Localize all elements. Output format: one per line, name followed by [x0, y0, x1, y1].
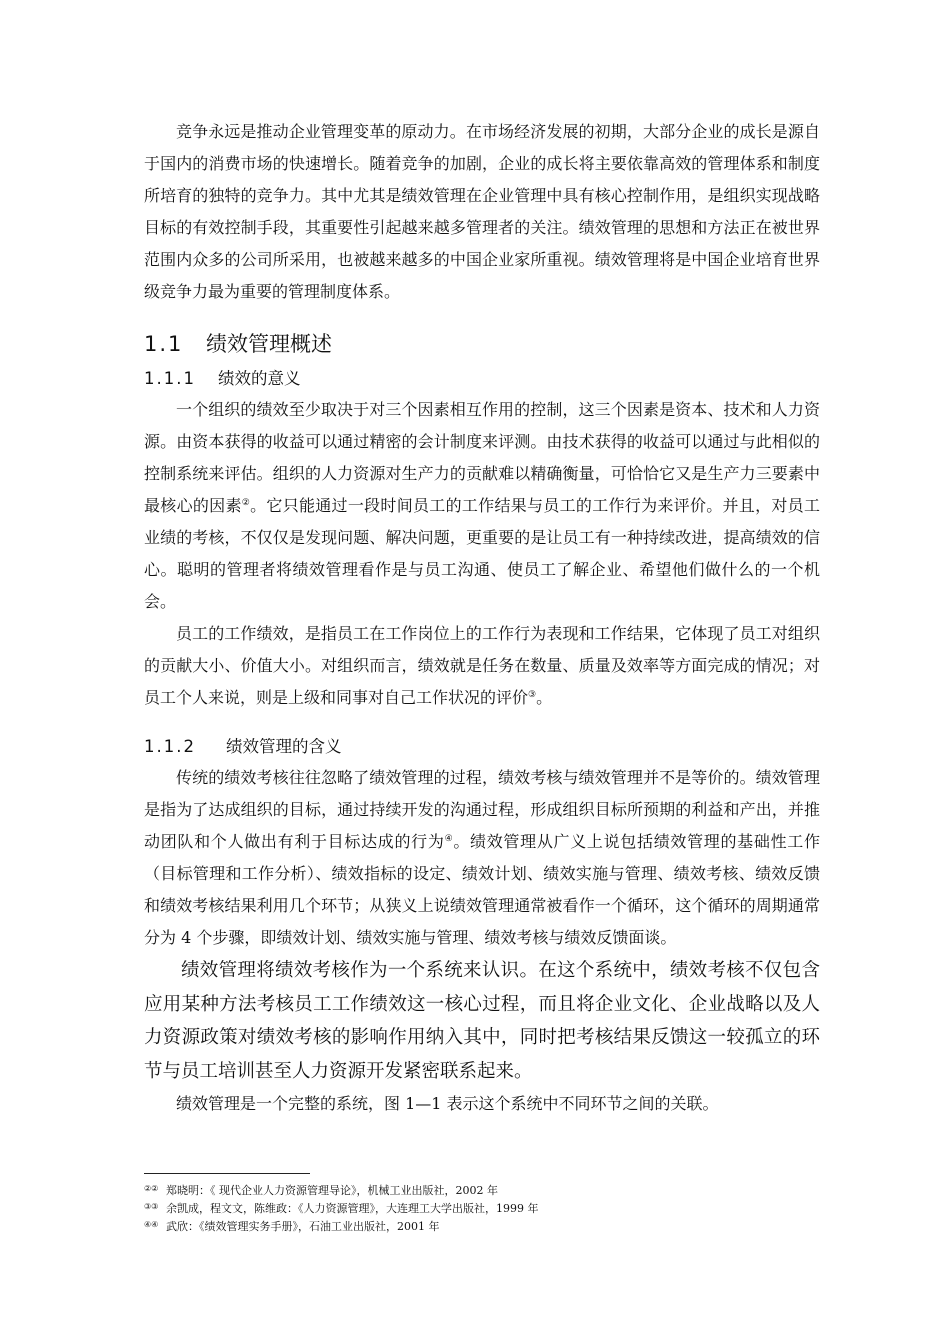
section-title: 绩效管理概述 [206, 332, 332, 356]
subsection-title: 绩效的意义 [218, 369, 301, 388]
footnote-ref[interactable]: ④ [444, 834, 454, 844]
paragraph-text: 员工的工作绩效，是指员工在工作岗位上的工作行为表现和工作结果，它体现了员工对组织的贡献大小、价值大小。对组织而言，绩效就是任务在数量、质量及效率等方面完成的情况；对员工个人来说，则是上级和同事对自己工作状况的评价 [144, 624, 820, 707]
footnote-text: 郑晓明：《 现代企业人力资源管理导论》，机械工业出版社，2002 年 [166, 1184, 498, 1197]
paragraph-text: 一个组织的绩效至少取决于对三个因素相互作用的控制，这三个因素是资本、技术和人力资源。由资本获得的收益可以通过精密的会计制度来评测。由技术获得的收益可以通过与此相似的控制系统来评估。组织的人力资源对生产力的贡献难以精确衡量，可恰恰它又是生产力三要素中最核心的因素 [144, 400, 820, 515]
footnotes [144, 1181, 804, 1235]
footnote-ref[interactable]: ③ [528, 690, 537, 700]
section-number: 1.1 [144, 332, 184, 356]
subsection-heading [144, 366, 820, 392]
subsection-heading [144, 734, 820, 760]
body-paragraph: 绩效管理是一个完整的系统，图 1—1 表示这个系统中不同环节之间的关联。 [176, 1094, 719, 1113]
footnote-mark: ③③ [144, 1202, 159, 1211]
subsection-1-1-2-heading [144, 734, 820, 760]
body-paragraph [144, 618, 820, 714]
subsection-1-1-2-body [144, 762, 820, 1120]
paragraph-text: 。绩效管理从广义上说包括绩效管理的基础性工作（目标管理和工作分析）、绩效指标的设定、绩效计划、绩效实施与管理、绩效考核、绩效反馈和绩效考核结果利用几个环节；从狭义上说绩效管理通常被看作一个循环，这个循环的周期通常分为 4 个步骤，即绩效计划、绩效实施与管理、绩效考核与绩效反馈面谈。 [144, 832, 820, 947]
paragraph-text: 。它只能通过一段时间员工的工作结果与员工的工作行为来评价。并且，对员工业绩的考核，不仅仅是发现问题、解决问题，更重要的是让员工有一种持续改进，提高绩效的信心。聪明的管理者将绩效管理看作是与员工沟通、使员工了解企业、希望他们做什么的一个机会。 [144, 496, 820, 611]
body-paragraph [144, 394, 820, 618]
paragraph-text: 。 [536, 688, 553, 707]
footnote-item [144, 1199, 804, 1217]
section-1-1-heading [144, 330, 820, 358]
paragraph-text: 传统的绩效考核往往忽略了绩效管理的过程，绩效考核与绩效管理并不是等价的。绩效管理是指为了达成组织的目标，通过持续开发的沟通过程，形成组织目标所预期的利益和产出，并推动团队和个人做出有利于目标达成的行为 [144, 768, 820, 851]
intro-paragraph: 竞争永远是推动企业管理变革的原动力。在市场经济发展的初期，大部分企业的成长是源自于国内的消费市场的快速增长。随着竞争的加剧，企业的成长将主要依靠高效的管理体系和制度所培育的独特的竞争力。其中尤其是绩效管理在企业管理中具有核心控制作用，是组织实现战略目标的有效控制手段，其重要性引起越来越多管理者的关注。绩效管理的思想和方法正在被世界范围内众多的公司所采用，也被越来越多的中国企业家所重视。绩效管理将是中国企业培育世界级竞争力最为重要的管理制度体系。 [144, 122, 820, 301]
body-paragraph-large: 绩效管理将绩效考核作为一个系统来认识。在这个系统中，绩效考核不仅包含应用某种方法考核员工工作绩效这一核心过程，而且将企业文化、企业战略以及人力资源政策对绩效考核的影响作用纳入其中，同时把考核结果反馈这一较孤立的环节与员工培训甚至人力资源开发紧密联系起来。 [144, 960, 820, 1082]
footnote-mark: ④④ [144, 1220, 159, 1229]
subsection-title: 绩效管理的含义 [226, 737, 342, 756]
footnote-text: 余凯成，程文文，陈维政：《人力资源管理》，大连理工大学出版社，1999 年 [166, 1202, 539, 1215]
footnote-divider [144, 1173, 310, 1174]
footnote-item [144, 1181, 804, 1199]
footnote-text: 武欣：《绩效管理实务手册》，石油工业出版社，2001 年 [166, 1220, 440, 1233]
body-paragraph [144, 762, 820, 954]
intro-section [144, 116, 820, 308]
footnote-mark: ②② [144, 1184, 159, 1193]
footnote-item [144, 1217, 804, 1235]
section-heading [144, 330, 820, 358]
subsection-1-1-1-body [144, 394, 820, 714]
subsection-number: 1.1.2 [144, 737, 196, 756]
subsection-1-1-1-heading [144, 366, 820, 392]
footnote-ref[interactable]: ② [241, 498, 251, 508]
subsection-number: 1.1.1 [144, 369, 196, 388]
